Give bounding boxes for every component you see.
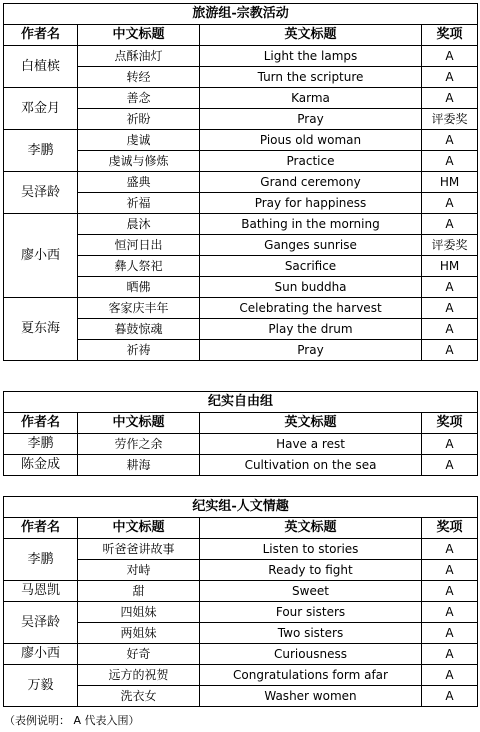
- award-cell: A: [422, 665, 478, 686]
- author-cell: 万毅: [4, 665, 78, 707]
- author-cell: 陈金成: [4, 455, 78, 476]
- table-title: 纪实自由组: [4, 392, 478, 413]
- cn-title-cell: 祈福: [78, 193, 200, 214]
- award-cell: A: [422, 455, 478, 476]
- award-cell: A: [422, 319, 478, 340]
- cn-title-cell: 虔诚: [78, 130, 200, 151]
- cn-title-cell: 彝人祭祀: [78, 256, 200, 277]
- award-cell: A: [422, 686, 478, 707]
- en-title-cell: Pray for happiness: [200, 193, 422, 214]
- cn-title-cell: 劳作之余: [78, 434, 200, 455]
- header-award: 奖项: [422, 518, 478, 539]
- cn-title-cell: 祈盼: [78, 109, 200, 130]
- award-cell: A: [422, 88, 478, 109]
- award-cell: A: [422, 193, 478, 214]
- header-cn-title: 中文标题: [78, 25, 200, 46]
- author-cell: 李鹏: [4, 434, 78, 455]
- table-row: [4, 539, 478, 560]
- cn-title-cell: 两姐妹: [78, 623, 200, 644]
- cn-title-cell: 晨沐: [78, 214, 200, 235]
- award-cell: A: [422, 130, 478, 151]
- author-cell: 白植槟: [4, 46, 78, 88]
- en-title-cell: Sun buddha: [200, 277, 422, 298]
- en-title-cell: Listen to stories: [200, 539, 422, 560]
- award-cell: A: [422, 623, 478, 644]
- en-title-cell: Karma: [200, 88, 422, 109]
- header-author: 作者名: [4, 413, 78, 434]
- author-cell: 廖小西: [4, 214, 78, 298]
- cn-title-cell: 听爸爸讲故事: [78, 539, 200, 560]
- award-cell: A: [422, 340, 478, 361]
- award-cell: 评委奖: [422, 235, 478, 256]
- en-title-cell: Celebrating the harvest: [200, 298, 422, 319]
- author-cell: 吴泽龄: [4, 172, 78, 214]
- en-title-cell: Four sisters: [200, 602, 422, 623]
- en-title-cell: Grand ceremony: [200, 172, 422, 193]
- table-row: [4, 88, 478, 109]
- author-cell: 夏东海: [4, 298, 78, 361]
- header-en-title: 英文标题: [200, 413, 422, 434]
- table-row: [4, 581, 478, 602]
- en-title-cell: Turn the scripture: [200, 67, 422, 88]
- header-cn-title: 中文标题: [78, 518, 200, 539]
- cn-title-cell: 晒佛: [78, 277, 200, 298]
- author-cell: 马恩凯: [4, 581, 78, 602]
- en-title-cell: Have a rest: [200, 434, 422, 455]
- header-award: 奖项: [422, 413, 478, 434]
- table-row: [4, 665, 478, 686]
- en-title-cell: Sweet: [200, 581, 422, 602]
- award-table-documentary-humanity: [3, 496, 478, 707]
- en-title-cell: Light the lamps: [200, 46, 422, 67]
- table-row: [4, 130, 478, 151]
- en-title-cell: Curiousness: [200, 644, 422, 665]
- en-title-cell: Washer women: [200, 686, 422, 707]
- en-title-cell: Bathing in the morning: [200, 214, 422, 235]
- en-title-cell: Cultivation on the sea: [200, 455, 422, 476]
- header-en-title: 英文标题: [200, 518, 422, 539]
- en-title-cell: Practice: [200, 151, 422, 172]
- table-row: [4, 298, 478, 319]
- en-title-cell: Pious old woman: [200, 130, 422, 151]
- header-cn-title: 中文标题: [78, 413, 200, 434]
- cn-title-cell: 耕海: [78, 455, 200, 476]
- legend-note: （表例说明： A 代表入围）: [4, 714, 140, 727]
- header-author: 作者名: [4, 518, 78, 539]
- cn-title-cell: 点酥油灯: [78, 46, 200, 67]
- award-table-documentary-free: [3, 391, 478, 476]
- header-row: [4, 413, 478, 434]
- cn-title-cell: 恒河日出: [78, 235, 200, 256]
- en-title-cell: Ganges sunrise: [200, 235, 422, 256]
- cn-title-cell: 转经: [78, 67, 200, 88]
- table-row: [4, 214, 478, 235]
- cn-title-cell: 盛典: [78, 172, 200, 193]
- award-cell: A: [422, 151, 478, 172]
- cn-title-cell: 暮鼓惊魂: [78, 319, 200, 340]
- en-title-cell: Congratulations form afar: [200, 665, 422, 686]
- cn-title-cell: 四姐妹: [78, 602, 200, 623]
- table-title: 纪实组-人文情趣: [4, 497, 478, 518]
- cn-title-cell: 对峙: [78, 560, 200, 581]
- table-title-row: [4, 392, 478, 413]
- author-cell: 廖小西: [4, 644, 78, 665]
- award-cell: A: [422, 644, 478, 665]
- award-table-travel-religion: [3, 3, 478, 361]
- award-cell: A: [422, 560, 478, 581]
- en-title-cell: Sacrifice: [200, 256, 422, 277]
- header-row: [4, 518, 478, 539]
- award-cell: A: [422, 214, 478, 235]
- cn-title-cell: 祈祷: [78, 340, 200, 361]
- en-title-cell: Two sisters: [200, 623, 422, 644]
- table-row: [4, 172, 478, 193]
- header-en-title: 英文标题: [200, 25, 422, 46]
- award-cell: A: [422, 46, 478, 67]
- award-cell: HM: [422, 256, 478, 277]
- cn-title-cell: 洗衣女: [78, 686, 200, 707]
- cn-title-cell: 甜: [78, 581, 200, 602]
- en-title-cell: Play the drum: [200, 319, 422, 340]
- table-title-row: [4, 497, 478, 518]
- author-cell: 邓金月: [4, 88, 78, 130]
- cn-title-cell: 好奇: [78, 644, 200, 665]
- award-cell: A: [422, 277, 478, 298]
- cn-title-cell: 远方的祝贺: [78, 665, 200, 686]
- table-row: [4, 644, 478, 665]
- header-author: 作者名: [4, 25, 78, 46]
- award-cell: A: [422, 539, 478, 560]
- header-row: [4, 25, 478, 46]
- award-cell: A: [422, 67, 478, 88]
- table-row: [4, 434, 478, 455]
- author-cell: 李鹏: [4, 130, 78, 172]
- en-title-cell: Ready to fight: [200, 560, 422, 581]
- cn-title-cell: 善念: [78, 88, 200, 109]
- table-row: [4, 455, 478, 476]
- header-award: 奖项: [422, 25, 478, 46]
- table-row: [4, 602, 478, 623]
- award-cell: A: [422, 602, 478, 623]
- table-title-row: [4, 4, 478, 25]
- award-cell: A: [422, 434, 478, 455]
- award-cell: HM: [422, 172, 478, 193]
- cn-title-cell: 客家庆丰年: [78, 298, 200, 319]
- en-title-cell: Pray: [200, 340, 422, 361]
- table-title: 旅游组-宗教活动: [4, 4, 478, 25]
- table-row: [4, 46, 478, 67]
- author-cell: 李鹏: [4, 539, 78, 581]
- author-cell: 吴泽龄: [4, 602, 78, 644]
- cn-title-cell: 虔诚与修炼: [78, 151, 200, 172]
- award-cell: A: [422, 581, 478, 602]
- en-title-cell: Pray: [200, 109, 422, 130]
- award-cell: A: [422, 298, 478, 319]
- award-cell: 评委奖: [422, 109, 478, 130]
